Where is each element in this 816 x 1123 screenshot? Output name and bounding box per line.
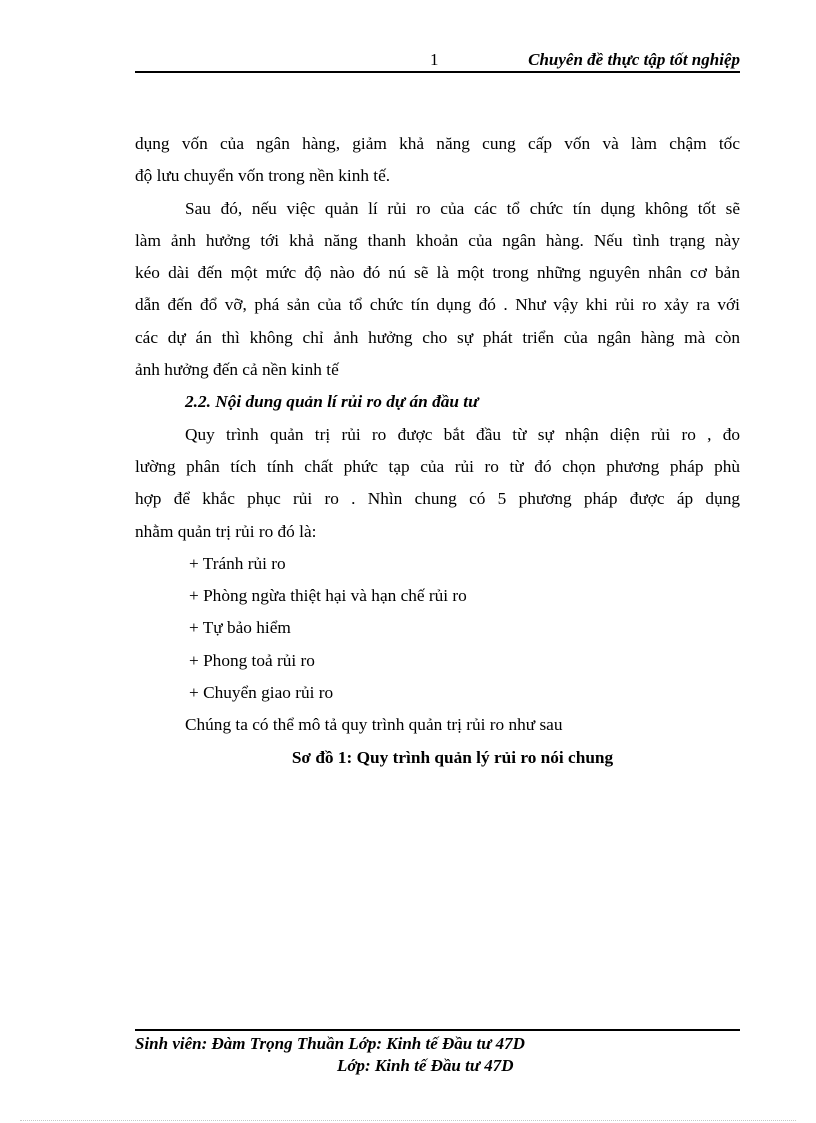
list-item: + Phòng ngừa thiệt hại và hạn chế rủi ro [189, 586, 467, 606]
header-title: Chuyên đề thực tập tốt nghiệp [528, 50, 740, 69]
text-line: dụng vốn của ngân hàng, giảm khả năng cung cấp vốn và làm chậm tốc [135, 134, 740, 153]
text-line: lường phân tích tính chất phức tạp của rủi ro từ đó chọn phương pháp phù [135, 456, 740, 476]
list-item: + Tự bảo hiểm [189, 618, 291, 638]
text-line: Chúng ta có thể mô tả quy trình quản trị rủi ro như sau [185, 715, 563, 735]
text-line: làm ảnh hưởng tới khả năng thanh khoản của ngân hàng. Nếu tình trạng này [135, 230, 740, 250]
text-line: dẫn đến đổ vỡ, phá sản của tổ chức tín dụng đó . Như vậy khi rủi ro xảy ra với [135, 295, 740, 315]
text-line: các dự án thì không chỉ ảnh hưởng cho sự phát triển của ngân hàng mà còn [135, 327, 740, 347]
list-item: + Tránh rủi ro [189, 553, 286, 573]
page-number: 1 [430, 50, 439, 69]
text-line: kéo dài đến một mức độ nào đó nú sẽ là một trong những nguyên nhân cơ bản [135, 263, 740, 283]
text-line: ảnh hưởng đến cả nền kinh tế [135, 360, 339, 380]
list-item: + Chuyển giao rủi ro [189, 683, 334, 703]
text-line: hợp để khắc phục rủi ro . Nhìn chung có 5 phương pháp được áp dụng [135, 489, 740, 509]
header-rule [135, 71, 740, 73]
footer-student-line: Sinh viên: Đàm Trọng Thuần Lớp: Kinh tế Đầu tư 47D [135, 1034, 525, 1053]
page-header [135, 48, 740, 72]
section-heading: 2.2. Nội dung quản lí rủi ro dự án đầu tư [185, 392, 479, 412]
figure-caption: Sơ đồ 1: Quy trình quản lý rủi ro nói chung [291, 747, 614, 767]
list-item: + Phong toả rủi ro [189, 650, 315, 670]
text-line: độ lưu chuyển vốn trong nền kinh tế. [135, 166, 391, 186]
page-bottom-border [20, 1120, 796, 1121]
text-line: Quy trình quản trị rủi ro được bắt đầu từ sự nhận diện rủi ro , đo [185, 424, 740, 444]
text-line: Sau đó, nếu việc quản lí rủi ro của các tổ chức tín dụng không tốt sẽ [185, 198, 740, 218]
footer-class-line: Lớp: Kinh tế Đầu tư 47D [337, 1056, 514, 1075]
page-footer [135, 1033, 740, 1077]
footer-rule [135, 1029, 740, 1031]
text-line: nhằm quản trị rủi ro đó là: [135, 521, 317, 541]
body-text [135, 132, 740, 778]
